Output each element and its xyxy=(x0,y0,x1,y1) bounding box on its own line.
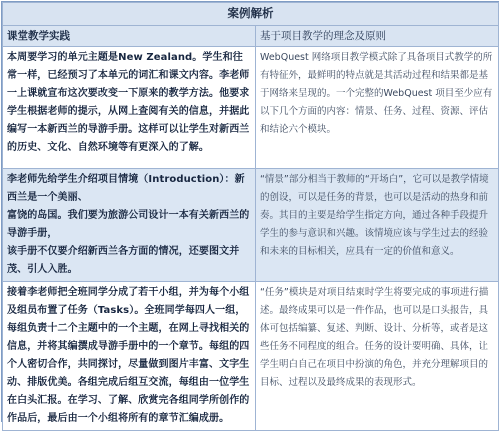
practice-cell xyxy=(3,47,256,169)
principle-text: WebQuest 网络项目教学模式除了具备项目式教学的所有特征外，最鲜明的特点就是其活动过程和结果都是基于网络来呈现的。一个完整的WebQuest 项目至少应有以下几个方面的内容：情景、任务、过程、资源、评估和结论六个模块。 xyxy=(260,52,493,135)
principle-cell xyxy=(256,169,499,282)
practice-text: 李老师先给学生介绍项目情境（Introduction）：新西兰是一个美丽、 xyxy=(7,174,245,203)
header-project-principles: 基于项目教学的理念及原则 xyxy=(256,26,499,47)
table-title: 案例解析 xyxy=(3,3,499,26)
principle-text: “任务”模块是对项目结束时学生将要完成的事项进行描述。最终成果可以是一件作品，也可以是口头报告，具体可包括编纂、复述、判断、设计、分析等，或者是这些任务不同程度的组合。任务的设计要明确、具体，让学生明白自己在项目中扮演的角色，并充分理解项目的目标、过程以及最终成果的表现形式。 xyxy=(260,287,489,388)
practice-cell xyxy=(3,282,256,431)
header-classroom-practice: 课堂教学实践 xyxy=(3,26,256,47)
table-row xyxy=(3,282,499,431)
title-row xyxy=(3,3,499,26)
case-analysis-table xyxy=(2,2,499,431)
table-row xyxy=(3,47,499,169)
practice-text: 接着李老师把全班同学分成了若干小组，并为每个小组及组员布置了任务（Tasks）。全班同学每四人一组，每组负责十二个主题中的一个主题，在网上寻找相关的信息，并将其编撰成导游手册中的一个章节。每组的四个人密切合作，共同探讨，尽量做到图片丰富、文字生动、排版优美。各组完成后组互交流，每组由一位学生在白头汇报。在学习、了解、欣赏完各组同学所创作的作品后，最后由一个小组将所有的章节汇编成册。 xyxy=(7,287,250,424)
practice-text: 本周要学习的单元主题是New Zealand。学生和往常一样，已经预习了本单元的词汇和课文内容。李老师一上课就宣布这次要改变一下原来的教学方法。他要求学生根据老师的提示，从网上查阅有关的信息，并据此编写一本新西兰的导游手册。这样可以让学生对新西兰的历史、文化、自然环境等有更深入的了解。 xyxy=(7,52,250,153)
principle-cell xyxy=(256,47,499,169)
principle-cell xyxy=(256,282,499,431)
practice-text: 该手册不仅要介绍新西兰各方面的情况，还要图文并茂、引人入胜。 xyxy=(7,246,240,275)
practice-cell xyxy=(3,169,256,282)
principle-text: “情景”部分相当于教师的“开场白”，它可以是教学情境的创设，可以是任务的背景，也可以是活动的热身和前奏。其目的主要是给学生指定方向，通过各种手段提升学生的参与意识和兴趣。该情境应该与学生过去的经验和未来的目标相关，应具有一定的价值和意义。 xyxy=(260,174,489,257)
table-row xyxy=(3,169,499,282)
header-row xyxy=(3,26,499,47)
case-analysis-table-frame xyxy=(1,1,499,422)
practice-text: 富饶的岛国。我们要为旅游公司设计一本有关新西兰的导游手册， xyxy=(7,210,250,239)
